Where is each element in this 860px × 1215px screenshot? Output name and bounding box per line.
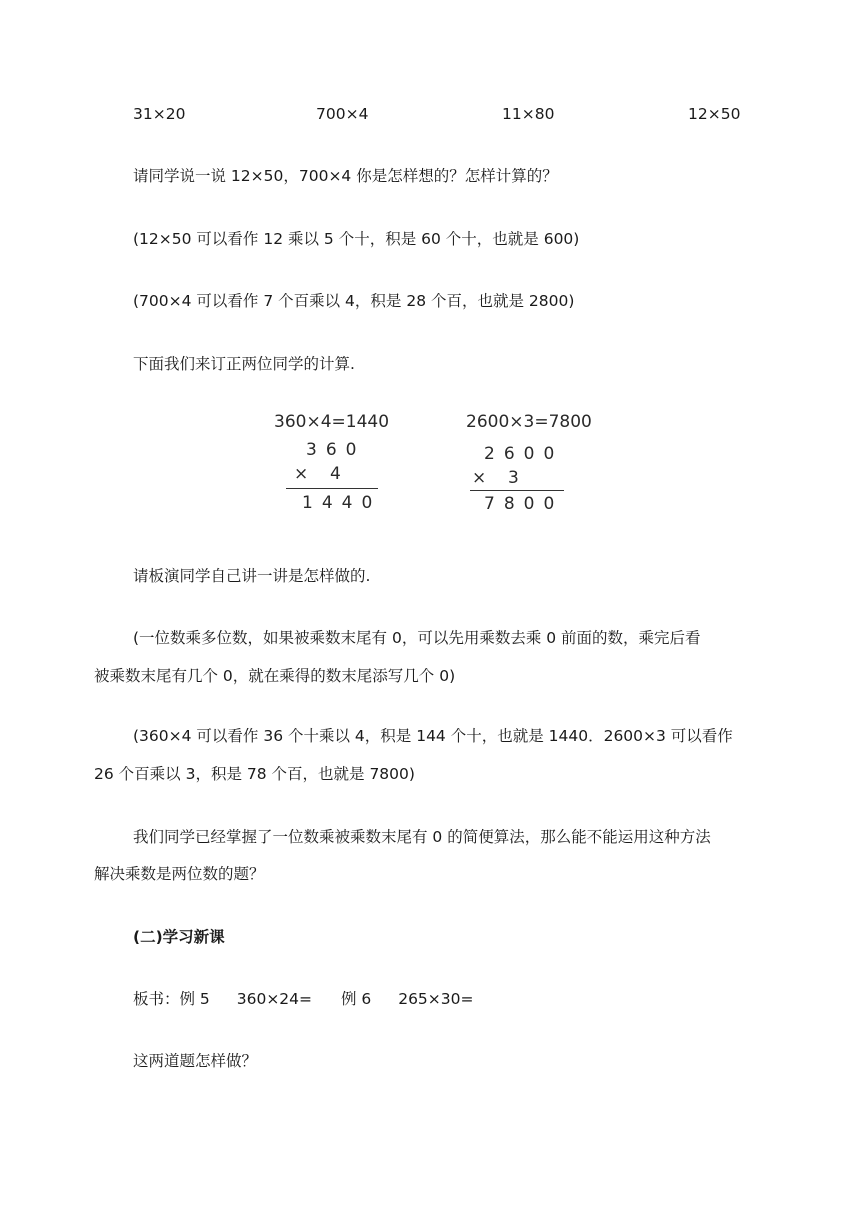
calc-right-multiplier: 3 [508,468,528,488]
board-examples [133,989,474,1009]
practice-expr-3: 11×80 [502,105,555,123]
calc-left-product: 1440 [302,493,382,513]
board-example-6: 265×30= [398,990,474,1008]
rule-paragraph-line-2: 被乘数末尾有几个 0，就在乘得的数末尾添写几个 0) [94,667,456,685]
calc-left-multiplier: 4 [330,464,350,484]
practice-expr-2: 700×4 [316,105,369,123]
correction-intro: 下面我们来订正两位同学的计算. [133,355,355,373]
answer-2: (700×4 可以看作 7 个百乘以 4，积是 28 个百，也就是 2800) [133,292,575,310]
calc-right-product: 7800 [484,494,564,514]
calc-left-sign: × [294,464,309,484]
example-paragraph-line-2: 26 个百乘以 3，积是 78 个百，也就是 7800) [94,765,415,783]
calc-right-sign: × [472,468,487,488]
example-paragraph-line-1: (360×4 可以看作 36 个十乘以 4，积是 144 个十，也就是 1440．2600×3 可以看作 [133,727,733,745]
practice-row [0,104,860,124]
calc-left-multiplicand: 360 [306,440,366,460]
calc-right [464,412,594,517]
calc-left-equation: 360×4=1440 [274,412,390,432]
calc-right-rule [470,490,564,491]
rule-paragraph-line-1: (一位数乘多位数，如果被乘数末尾有 0，可以先用乘数去乘 0 前面的数，乘完后看 [133,629,701,647]
answer-1: (12×50 可以看作 12 乘以 5 个十，积是 60 个十，也就是 600) [133,230,580,248]
calc-left-rule [286,488,378,489]
calc-left [272,412,392,517]
closing-question: 这两道题怎样做？ [133,1052,258,1070]
question-paragraph-line-2: 解决乘数是两位数的题？ [94,865,265,883]
section-heading: (二)学习新课 [133,928,225,946]
practice-expr-1: 31×20 [133,105,186,123]
question-paragraph-line-1: 我们同学已经掌握了一位数乘被乘数末尾有 0 的简便算法，那么能不能运用这种方法 [133,828,711,846]
board-label: 板书：例 5 [133,990,210,1008]
question-1: 请同学说一说 12×50，700×4 你是怎样想的？怎样计算的？ [133,167,558,185]
calc-right-equation: 2600×3=7800 [466,412,592,432]
practice-expr-4: 12×50 [688,105,741,123]
board-explain: 请板演同学自己讲一讲是怎样做的. [133,567,371,585]
calc-right-multiplicand: 2600 [484,444,564,464]
board-example-5: 360×24= [236,990,313,1008]
board-example-6-label: 例 6 [340,990,372,1008]
